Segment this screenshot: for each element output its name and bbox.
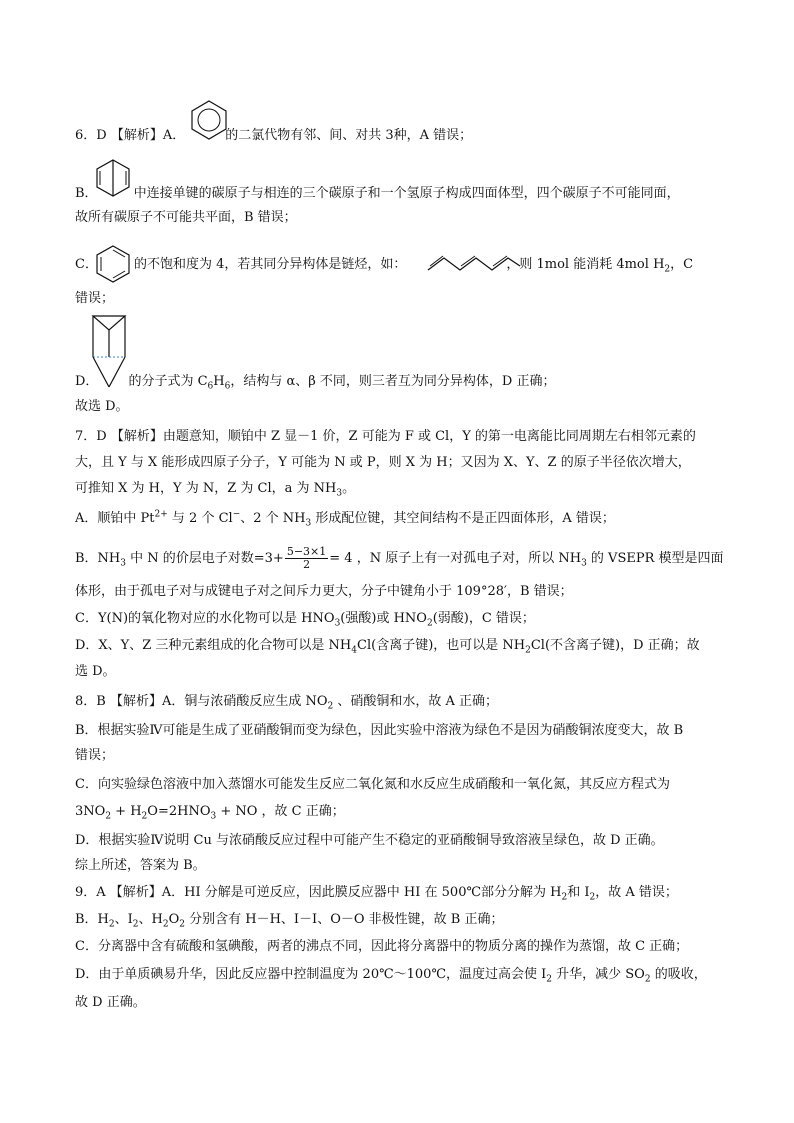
text: (强酸)或 HNO [340, 611, 427, 626]
denominator: 2 [303, 558, 311, 571]
text: H [213, 374, 225, 389]
text: 升华，减少 SO [552, 967, 645, 982]
text: 2 [141, 811, 148, 822]
text: C．Y(N)的氧化物对应的水化物可以是 HNO [75, 611, 335, 626]
text: 2 [132, 919, 139, 930]
text: 4 [351, 645, 358, 656]
text: O [168, 912, 180, 927]
text: C． [75, 257, 98, 272]
text: C．分离器中含有硫酸和氢碘酸，两者的沸点不同，因此将分离器中的物质分离的操作为蒸馏，故 C 正确； [75, 939, 689, 954]
text: 体形，由于孤电子对与成键电子对之间斥力更大，分子中键角小于 109°28′，B 错误； [75, 584, 573, 599]
numerator: 5−3×1 [286, 545, 327, 558]
q6-option-a [75, 127, 472, 145]
text: 3 [305, 518, 312, 529]
text: B．H [75, 912, 109, 927]
text: 3NO [75, 804, 106, 819]
text: Cl(不含离子键)，D 正确；故 [530, 638, 700, 653]
text: + H [111, 804, 142, 819]
text: 综上所述，答案为 B。 [75, 858, 206, 873]
text: ，故 A 错误； [595, 885, 678, 900]
q7-option-a [75, 510, 615, 528]
text: = 4 ，N 原子上有一对孤电子对，所以 NH [329, 551, 582, 566]
benzene-structure-icon [188, 98, 230, 142]
text: D． [75, 374, 99, 389]
text: 故 D 正确。 [75, 995, 146, 1010]
q7-line-1 [75, 428, 696, 446]
fraction [285, 546, 328, 571]
text: 3 [120, 558, 126, 569]
q6-option-c [75, 256, 693, 274]
text: 与 2 个 Cl [167, 511, 233, 526]
text: 2 [179, 919, 185, 930]
text: 分别含有 H－H、I－I、O－O 非极性键，故 B 正确； [184, 912, 504, 927]
q8-equation [75, 803, 345, 821]
text: 的 VSEPR 模型是四面 [586, 551, 724, 566]
text: 选 D。 [75, 664, 116, 679]
text: Cl(含离子键)，也可以是 NH [357, 638, 526, 653]
text: A．顺铂中 Pt [75, 511, 155, 526]
text: 的吸收， [650, 967, 707, 982]
q9-option-c [75, 938, 688, 956]
text: 的二氯代物有邻、间、对共 3种，A 错误； [225, 128, 473, 143]
text: 2 [105, 811, 112, 822]
text: 6．D 【解析】A． [75, 128, 186, 143]
text: 、I [114, 912, 133, 927]
q9-conclusion [75, 994, 146, 1012]
text: 2+ [154, 509, 168, 520]
q7-option-b-cont [75, 583, 573, 601]
text: 错误； [75, 748, 115, 763]
text: ，结构与 α、β 不同，则三者互为同分异构体，D 正确； [230, 374, 556, 389]
text: + NO ，故 C 正确； [216, 804, 345, 819]
benzene-kekule-structure-icon [94, 243, 132, 285]
text: 、硝酸铜和水，故 A 正确； [333, 694, 499, 709]
text: 错误； [75, 291, 115, 306]
text: 和 I [567, 885, 590, 900]
text: 2 [664, 264, 671, 275]
text: D．由于单质碘易升华，因此反应器中控制温度为 20℃～100℃，温度过高会使 I [75, 967, 547, 982]
q6-option-b [75, 185, 680, 203]
q7-conclusion [75, 663, 116, 681]
text: 2 [108, 919, 115, 930]
text: B．NH [75, 551, 121, 566]
q9-option-b [75, 911, 503, 929]
q8-conclusion [75, 857, 206, 875]
text: D．X、Y、Z 三种元素组成的化合物可以是 NH [75, 638, 352, 653]
text: ，则 1mol 能消耗 4mol [506, 257, 649, 272]
q8-option-b [75, 722, 683, 740]
text: D．根据实验Ⅳ说明 Cu 与浓硝酸反应过程中可能产生不稳定的亚硝酸铜导致溶液呈绿色，故 D 正确。 [75, 833, 664, 848]
text: C．向实验绿色溶液中加入蒸馏水可能发生反应二氧化氮和水反应生成硝酸和一氧化氮，其反应方程式为 [75, 777, 670, 792]
text: 的分子式为 C [128, 374, 208, 389]
text: 形成配位键，其空间结构不是正四面体形，A 错误； [311, 511, 615, 526]
text: 2 [327, 701, 334, 712]
q8-option-c [75, 776, 670, 794]
text: 3 [336, 488, 343, 499]
text: 2 [644, 974, 651, 985]
q7-option-c [75, 610, 535, 628]
q9-option-d [75, 966, 707, 984]
text: 6 [224, 381, 231, 392]
text: 。 [342, 481, 356, 496]
text: 大，且 Y 与 X 能形成四原子分子，Y 可能为 N 或 P，则 X 为 H；又因为 X、Y、Z 的原子半径依次增大， [75, 455, 691, 470]
text: − [232, 509, 241, 520]
text: 6 [207, 381, 214, 392]
text: 故选 D。 [75, 399, 129, 414]
q9-option-a [75, 884, 678, 902]
text: 2 [426, 618, 433, 629]
text: B．根据实验Ⅳ可能是生成了亚硝酸铜而变为绿色，因此实验中溶液为绿色不是因为硝酸铜浓度变大，故 B [75, 723, 684, 738]
text: 3 [334, 618, 341, 629]
q8-option-a [75, 693, 498, 711]
text: 8．B 【解析】A．铜与浓硝酸反应生成 NO [75, 694, 328, 709]
text: (弱酸)，C 错误； [432, 611, 535, 626]
q6-option-c-cont [75, 290, 114, 308]
text: 2 [561, 892, 568, 903]
text: 2 [525, 645, 531, 656]
text: ，C [670, 257, 694, 272]
text: 9．A 【解析】A．HI 分解是可逆反应，因此膜反应器中 HI 在 500℃部分分解为 H [75, 885, 562, 900]
text: 2 [589, 892, 596, 903]
hexatetraene-chain-icon [424, 252, 524, 274]
q6-option-b-cont [75, 209, 297, 227]
q7-option-d [75, 637, 700, 655]
text: 7．D 【解析】由题意知，顺铂中 Z 显－1 价，Z 可能为 F 或 Cl，Y 的第一电离能比同周期左右相邻元素的 [75, 429, 696, 444]
text: 可推知 X 为 H，Y 为 N，Z 为 Cl，a 为 NH [75, 481, 337, 496]
text: 2 [162, 919, 169, 930]
q8-option-b-cont [75, 747, 114, 765]
text: 2 [546, 974, 552, 985]
q6-option-d [75, 373, 555, 391]
text: B． [75, 186, 98, 201]
text: 、2 个 NH [240, 511, 306, 526]
q7-line-3 [75, 480, 355, 498]
q6-conclusion [75, 398, 129, 416]
q7-line-2 [75, 454, 691, 472]
text: 3 [581, 558, 587, 569]
text: 3 [210, 811, 217, 822]
text: 的不饱和度为 4，若其同分异构体是链烃，如： [133, 257, 407, 272]
text: H [653, 257, 665, 272]
q8-option-d [75, 832, 664, 850]
dewar-benzene-structure-icon [94, 157, 132, 199]
text: 、H [138, 912, 163, 927]
text: 中连接单键的碳原子与相连的三个碳原子和一个氢原子构成四面体型，四个碳原子不可能同面， [133, 186, 680, 201]
text: O=2HNO [147, 804, 211, 819]
text: 中 N 的价层电子对数=3+ [126, 551, 284, 566]
text: 故所有碳原子不可能共平面，B 错误； [75, 210, 297, 225]
q7-option-b [75, 546, 724, 571]
